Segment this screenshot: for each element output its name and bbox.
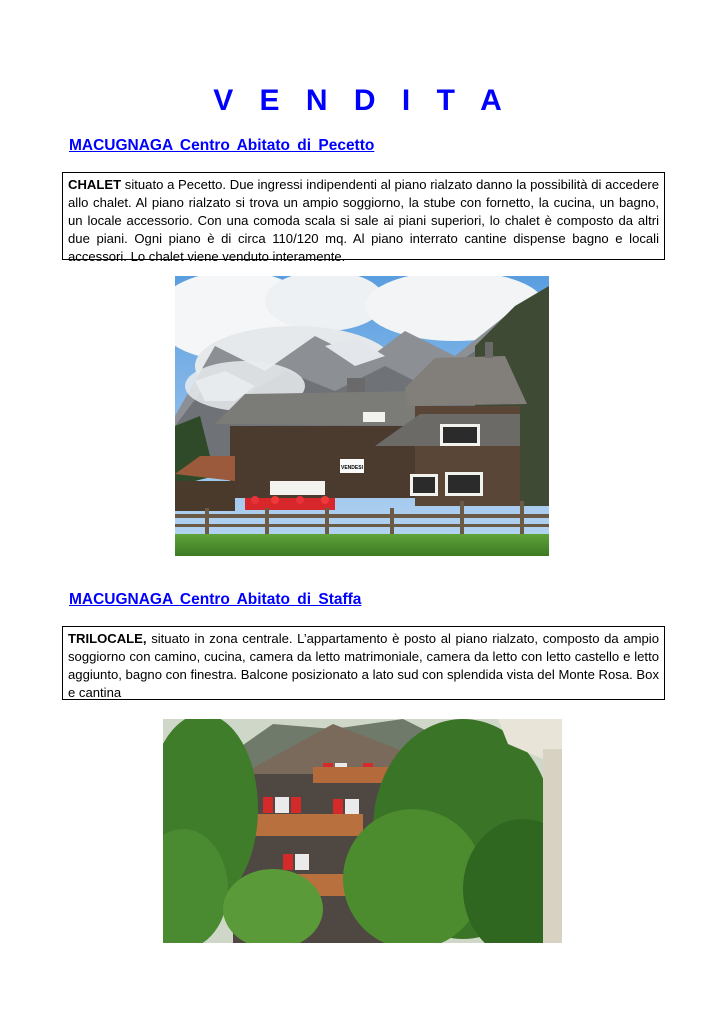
listing-type-label: CHALET [68, 177, 122, 192]
listing-heading-staffa: MACUGNAGA Centro Abitato di Staffa [69, 591, 362, 608]
listing-description-text: situato a Pecetto. Due ingressi indipendenti al piano rialzato danno la possibilità di accedere allo chalet. Al piano rialzato si trova un ampio soggiorno, la stube con fornetto, la cucina, un bagno, un locale accessorio. Con una comoda scala si sale ai piani superiori, lo chalet è composto da altri due piani. Ogni piano è di circa 110/120 mq. Al piano interrato cantine dispense bagno e locali accessori. Lo chalet viene venduto interamente. [68, 177, 659, 264]
listing-heading-pecetto: MACUGNAGA Centro Abitato di Pecetto [69, 137, 375, 154]
chalet-photo [175, 276, 549, 556]
apartment-building-photo [163, 719, 562, 943]
listing-description-text: situato in zona centrale. L’appartamento è posto al piano rialzato, composto da ampio soggiorno con camino, cucina, camera da letto matrimoniale, camera da letto con letto castello e letto aggiunto, bagno con finestra. Balcone posizionato a lato sud con splendida vista del Monte Rosa. Box e cantina [68, 631, 659, 700]
listing-description-pecetto [62, 172, 665, 264]
vendesi-sign-text: VENDESI [341, 465, 363, 471]
listing-type-label: TRILOCALE, [68, 631, 147, 646]
listing-description-staffa [62, 626, 665, 700]
page-title: V E N D I T A [213, 84, 511, 117]
